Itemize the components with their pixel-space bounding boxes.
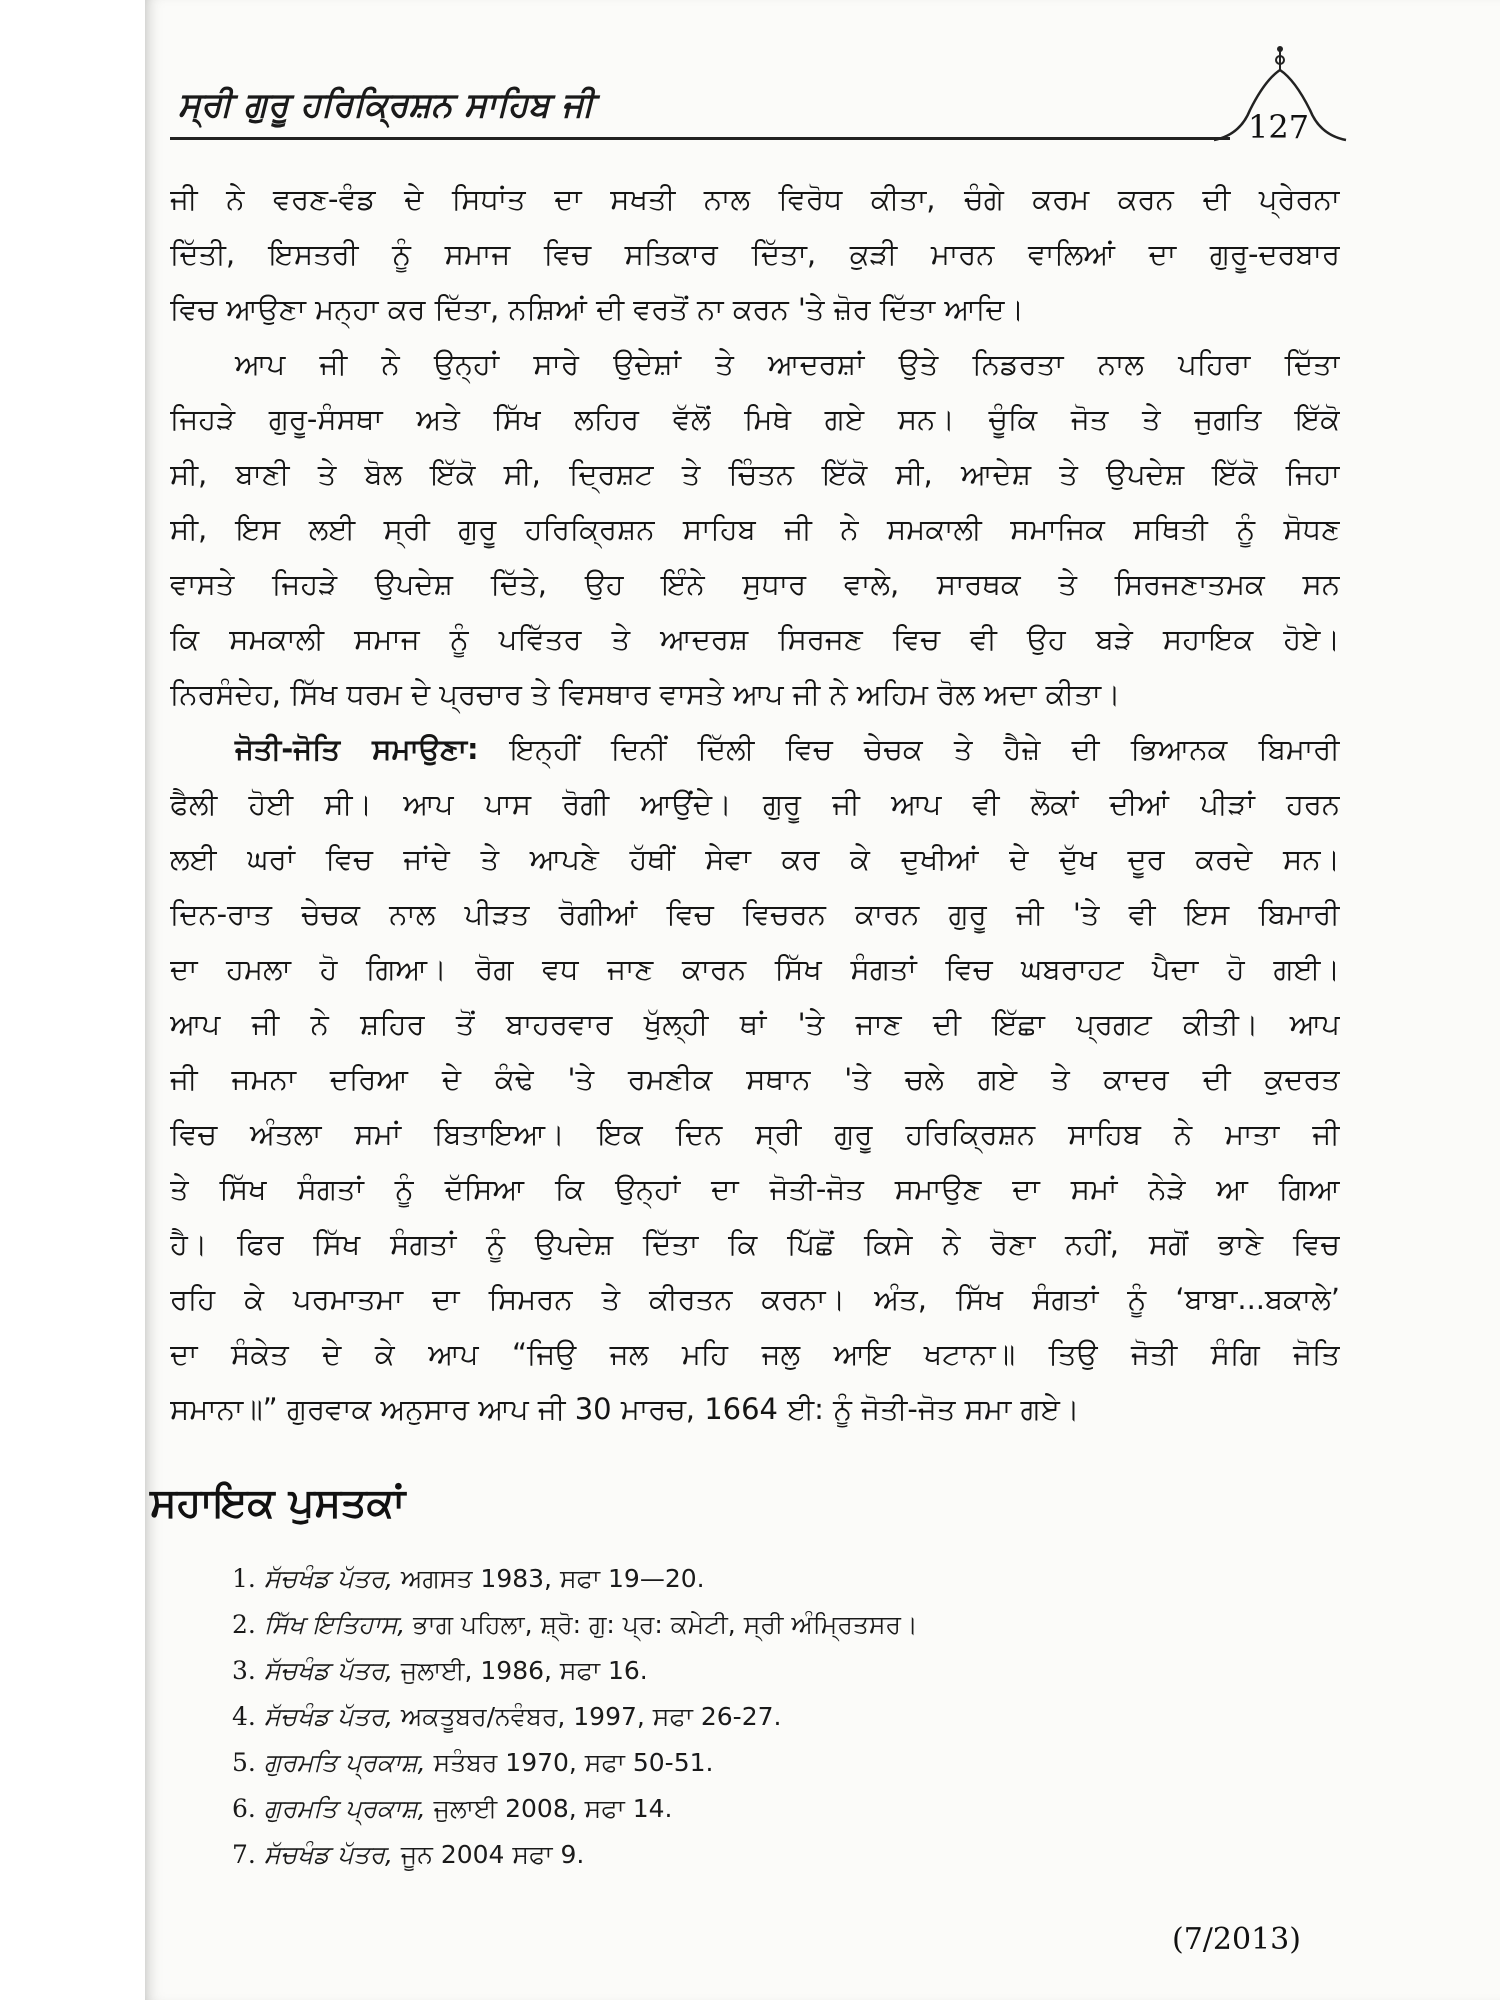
reference-title: ਸੱਚਖੰਡ ਪੱਤਰ,	[263, 1702, 393, 1731]
reference-item	[232, 1786, 918, 1832]
reference-title: ਗੁਰਮਤਿ ਪ੍ਰਕਾਸ਼,	[263, 1794, 426, 1823]
text-line: ਜਿਹੜੇ ਗੁਰੂ-ਸੰਸਥਾ ਅਤੇ ਸਿੱਖ ਲਹਿਰ ਵੱਲੋਂ ਮਿਥੇ ਗਏ ਸਨ। ਚੂੰਕਿ ਜੋਤ ਤੇ ਜੁਗਤਿ ਇੱਕੋ	[170, 402, 1340, 436]
text-line: ਕਿ ਸਮਕਾਲੀ ਸਮਾਜ ਨੂੰ ਪਵਿੱਤਰ ਤੇ ਆਦਰਸ਼ ਸਿਰਜਣ ਵਿਚ ਵੀ ਉਹ ਬੜੇ ਸਹਾਇਕ ਹੋਏ।	[170, 622, 1340, 656]
text-line	[170, 722, 1340, 777]
reference-item	[232, 1556, 918, 1602]
reference-detail: ਸਤੰਬਰ 1970, ਸਫਾ 50-51.	[425, 1748, 714, 1777]
text-line: ਤੇ ਸਿੱਖ ਸੰਗਤਾਂ ਨੂੰ ਦੱਸਿਆ ਕਿ ਉਨ੍ਹਾਂ ਦਾ ਜੋਤੀ-ਜੋਤ ਸਮਾਉਣ ਦਾ ਸਮਾਂ ਨੇੜੇ ਆ ਗਿਆ	[170, 1172, 1340, 1206]
reference-detail: ਜੁਲਾਈ 2008, ਸਫਾ 14.	[425, 1794, 673, 1823]
reference-title: ਸਿੱਖ ਇਤਿਹਾਸ,	[263, 1610, 406, 1639]
text-line: ਰਹਿ ਕੇ ਪਰਮਾਤਮਾ ਦਾ ਸਿਮਰਨ ਤੇ ਕੀਰਤਨ ਕਰਨਾ। ਅੰਤ, ਸਿੱਖ ਸੰਗਤਾਂ ਨੂੰ ‘ਬਾਬਾ...ਬਕਾਲੇ’	[170, 1282, 1340, 1316]
running-head: ਸ੍ਰੀ ਗੁਰੂ ਹਰਿਕ੍ਰਿਸ਼ਨ ਸਾਹਿਬ ਜੀ	[178, 85, 594, 125]
issue-code: (7/2013)	[1172, 1922, 1301, 1957]
text-line: ਆਪ ਜੀ ਨੇ ਉਨ੍ਹਾਂ ਸਾਰੇ ਉਦੇਸ਼ਾਂ ਤੇ ਆਦਰਸ਼ਾਂ ਉਤੇ ਨਿਡਰਤਾ ਨਾਲ ਪਹਿਰਾ ਦਿੱਤਾ	[235, 347, 1340, 381]
reference-detail: ਭਾਗ ਪਹਿਲਾ, ਸ਼੍ਰੋ: ਗੁ: ਪ੍ਰ: ਕਮੇਟੀ, ਸ੍ਰੀ ਅੰਮ੍ਰਿਤਸਰ।	[405, 1610, 918, 1639]
reference-item	[232, 1740, 918, 1786]
reference-number: 3.	[232, 1656, 256, 1685]
reference-number: 6.	[232, 1794, 256, 1823]
header-rule	[170, 137, 1230, 140]
text-line: ਸਮਾਨਾ॥” ਗੁਰਵਾਕ ਅਨੁਸਾਰ ਆਪ ਜੀ 30 ਮਾਰਚ, 1664 ਈ: ਨੂੰ ਜੋਤੀ-ਜੋਤ ਸਮਾ ਗਏ।	[170, 1392, 1080, 1426]
text-line: ਆਪ ਜੀ ਨੇ ਸ਼ਹਿਰ ਤੋਂ ਬਾਹਰਵਾਰ ਖੁੱਲ੍ਹੀ ਥਾਂ 'ਤੇ ਜਾਣ ਦੀ ਇੱਛਾ ਪ੍ਰਗਟ ਕੀਤੀ। ਆਪ	[170, 1007, 1340, 1041]
reference-item	[232, 1832, 918, 1878]
text-line: ਦਿਨ-ਰਾਤ ਚੇਚਕ ਨਾਲ ਪੀੜਤ ਰੋਗੀਆਂ ਵਿਚ ਵਿਚਰਨ ਕਾਰਨ ਗੁਰੂ ਜੀ 'ਤੇ ਵੀ ਇਸ ਬਿਮਾਰੀ	[170, 897, 1340, 931]
references-heading: ਸਹਾਇਕ ਪੁਸਤਕਾਂ	[150, 1480, 406, 1526]
reference-detail: ਜੁਲਾਈ, 1986, ਸਫਾ 16.	[392, 1656, 648, 1685]
body-text	[170, 172, 1340, 1437]
reference-item	[232, 1648, 918, 1694]
text-line: ਵਿਚ ਅੰਤਲਾ ਸਮਾਂ ਬਿਤਾਇਆ। ਇਕ ਦਿਨ ਸ੍ਰੀ ਗੁਰੂ ਹਰਿਕ੍ਰਿਸ਼ਨ ਸਾਹਿਬ ਨੇ ਮਾਤਾ ਜੀ	[170, 1117, 1340, 1151]
text-line: ਫੈਲੀ ਹੋਈ ਸੀ। ਆਪ ਪਾਸ ਰੋਗੀ ਆਉਂਦੇ। ਗੁਰੂ ਜੀ ਆਪ ਵੀ ਲੋਕਾਂ ਦੀਆਂ ਪੀੜਾਂ ਹਰਨ	[170, 787, 1340, 821]
section-lead: ਜੋਤੀ-ਜੋਤਿ ਸਮਾਉਣਾ:	[235, 732, 479, 766]
reference-detail: ਜੂਨ 2004 ਸਫਾ 9.	[392, 1840, 585, 1869]
reference-title: ਗੁਰਮਤਿ ਪ੍ਰਕਾਸ਼,	[263, 1748, 426, 1777]
text-line: ਜੀ ਨੇ ਵਰਣ-ਵੰਡ ਦੇ ਸਿਧਾਂਤ ਦਾ ਸਖਤੀ ਨਾਲ ਵਿਰੋਧ ਕੀਤਾ, ਚੰਗੇ ਕਰਮ ਕਰਨ ਦੀ ਪ੍ਰੇਰਨਾ	[170, 182, 1340, 216]
text-line: ਨਿਰਸੰਦੇਹ, ਸਿੱਖ ਧਰਮ ਦੇ ਪ੍ਰਚਾਰ ਤੇ ਵਿਸਥਾਰ ਵਾਸਤੇ ਆਪ ਜੀ ਨੇ ਅਹਿਮ ਰੋਲ ਅਦਾ ਕੀਤਾ।	[170, 677, 1121, 711]
reference-number: 4.	[232, 1702, 256, 1731]
text-line-rest: ਇਨ੍ਹੀਂ ਦਿਨੀਂ ਦਿੱਲੀ ਵਿਚ ਚੇਚਕ ਤੇ ਹੈਜ਼ੇ ਦੀ ਭਿਆਨਕ ਬਿਮਾਰੀ	[509, 732, 1340, 766]
text-line: ਦਾ ਸੰਕੇਤ ਦੇ ਕੇ ਆਪ “ਜਿਉ ਜਲ ਮਹਿ ਜਲੁ ਆਇ ਖਟਾਨਾ॥ ਤਿਉ ਜੋਤੀ ਸੰਗਿ ਜੋਤਿ	[170, 1337, 1340, 1371]
reference-title: ਸੱਚਖੰਡ ਪੱਤਰ,	[263, 1564, 393, 1593]
text-line: ਸੀ, ਇਸ ਲਈ ਸ੍ਰੀ ਗੁਰੂ ਹਰਿਕ੍ਰਿਸ਼ਨ ਸਾਹਿਬ ਜੀ ਨੇ ਸਮਕਾਲੀ ਸਮਾਜਿਕ ਸਥਿਤੀ ਨੂੰ ਸੋਧਣ	[170, 512, 1340, 546]
text-line: ਵਾਸਤੇ ਜਿਹੜੇ ਉਪਦੇਸ਼ ਦਿੱਤੇ, ਉਹ ਇੰਨੇ ਸੁਧਾਰ ਵਾਲੇ, ਸਾਰਥਕ ਤੇ ਸਿਰਜਣਾਤਮਕ ਸਨ	[170, 567, 1340, 601]
reference-item	[232, 1602, 918, 1648]
text-line: ਜੀ ਜਮਨਾ ਦਰਿਆ ਦੇ ਕੰਢੇ 'ਤੇ ਰਮਣੀਕ ਸਥਾਨ 'ਤੇ ਚਲੇ ਗਏ ਤੇ ਕਾਦਰ ਦੀ ਕੁਦਰਤ	[170, 1062, 1340, 1096]
reference-number: 5.	[232, 1748, 256, 1777]
text-line: ਲਈ ਘਰਾਂ ਵਿਚ ਜਾਂਦੇ ਤੇ ਆਪਣੇ ਹੱਥੀਂ ਸੇਵਾ ਕਰ ਕੇ ਦੁਖੀਆਂ ਦੇ ਦੁੱਖ ਦੂਰ ਕਰਦੇ ਸਨ।	[170, 842, 1340, 876]
references-list	[232, 1556, 918, 1878]
page-number: 127	[1248, 108, 1310, 146]
reference-number: 2.	[232, 1610, 256, 1639]
text-line: ਦਾ ਹਮਲਾ ਹੋ ਗਿਆ। ਰੋਗ ਵਧ ਜਾਣ ਕਾਰਨ ਸਿੱਖ ਸੰਗਤਾਂ ਵਿਚ ਘਬਰਾਹਟ ਪੈਦਾ ਹੋ ਗਈ।	[170, 952, 1340, 986]
reference-title: ਸੱਚਖੰਡ ਪੱਤਰ,	[263, 1656, 393, 1685]
reference-detail: ਅਗਸਤ 1983, ਸਫਾ 19—20.	[392, 1564, 705, 1593]
reference-detail: ਅਕਤੂਬਰ/ਨਵੰਬਰ, 1997, ਸਫਾ 26-27.	[392, 1702, 782, 1731]
reference-title: ਸੱਚਖੰਡ ਪੱਤਰ,	[263, 1840, 393, 1869]
text-line: ਦਿੱਤੀ, ਇਸਤਰੀ ਨੂੰ ਸਮਾਜ ਵਿਚ ਸਤਿਕਾਰ ਦਿੱਤਾ, ਕੁੜੀ ਮਾਰਨ ਵਾਲਿਆਂ ਦਾ ਗੁਰੂ-ਦਰਬਾਰ	[170, 237, 1340, 271]
reference-item	[232, 1694, 918, 1740]
text-line: ਸੀ, ਬਾਣੀ ਤੇ ਬੋਲ ਇੱਕੋ ਸੀ, ਦ੍ਰਿਸ਼ਟ ਤੇ ਚਿੰਤਨ ਇੱਕੋ ਸੀ, ਆਦੇਸ਼ ਤੇ ਉਪਦੇਸ਼ ਇੱਕੋ ਜਿਹਾ	[170, 457, 1340, 491]
reference-number: 7.	[232, 1840, 256, 1869]
text-line: ਵਿਚ ਆਉਣਾ ਮਨ੍ਹਾ ਕਰ ਦਿੱਤਾ, ਨਸ਼ਿਆਂ ਦੀ ਵਰਤੋਂ ਨਾ ਕਰਨ 'ਤੇ ਜ਼ੋਰ ਦਿੱਤਾ ਆਦਿ।	[170, 292, 1025, 326]
reference-number: 1.	[232, 1564, 256, 1593]
text-line: ਹੈ। ਫਿਰ ਸਿੱਖ ਸੰਗਤਾਂ ਨੂੰ ਉਪਦੇਸ਼ ਦਿੱਤਾ ਕਿ ਪਿੱਛੋਂ ਕਿਸੇ ਨੇ ਰੋਣਾ ਨਹੀਂ, ਸਗੋਂ ਭਾਣੇ ਵਿਚ	[170, 1227, 1340, 1261]
